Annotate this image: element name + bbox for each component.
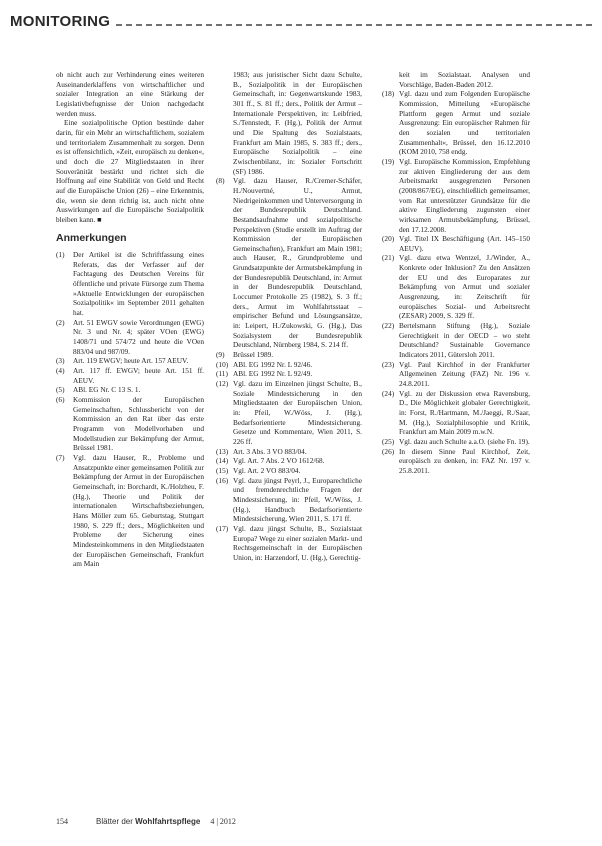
note-text: Vgl. dazu Hauser, R./Cremer-Schäfer, H./Nouvertné, U., Armut, Niedrigeinkommen und Unterversorgung in der Bundesrepublik Deutschland. Bestandsaufnahme und sozialpolitische Perspektiven (Studie erstellt im Auftrag der Kommission der Europäischen Gemeinschaften), Frankfurt am Main 1981; auch Hauser, R., Grundprobleme und Grundsatzpunkte der Armutsbekämpfung in der Bundesrepublik Deutschland, in: Armut in der Bundesrepublik Deutschland, Loccumer Protokolle 25 (1982), S. 3 ff.; ders., Armut im Wohlfahrtsstaat – empirischer Befund und Lösungsansätze, in: Leipert, H./Zukowski, G. (Hg.), Das Sozialsystem der Bundesrepublik Deutschland, Nürnberg 1984, S. 214 ff. <box>233 176 362 350</box>
note-item <box>382 253 530 321</box>
note-text: Bertelsmann Stiftung (Hg.), Soziale Gerechtigkeit in der OECD – wo steht Deutschland? Sustainable Governance Indicators 2011, Gütersloh 2011. <box>399 321 530 360</box>
page-footer <box>56 817 546 826</box>
note-item <box>216 379 362 447</box>
note-item <box>382 447 530 476</box>
note-number: (3) <box>56 356 65 366</box>
note-number: (19) <box>382 156 395 166</box>
note-text: ABl. EG 1992 Nr. L 92/49. <box>233 369 313 379</box>
note-continuation <box>382 70 530 89</box>
note-number: (6) <box>56 395 65 404</box>
note-text: Kommission der Europäischen Gemeinschaften, Schlussbericht von der Kommission an den Rat über das erste Programm von Modellvorhaben und Modellstudien zur Bekämpfung der Armut, Brüssel 1981. <box>73 395 204 453</box>
note-item <box>56 395 204 453</box>
issue-number: 4 | 2012 <box>210 817 236 826</box>
note-number: (14) <box>216 456 229 466</box>
body-paragraph-2 <box>56 118 204 224</box>
note-number: (8) <box>216 176 225 186</box>
note-text: Vgl. dazu auch Schulte a.a.O. (siehe Fn. 19). <box>399 436 530 446</box>
note-text: keit im Sozialstaat. Analysen und Vorschläge, Baden-Baden 2012. <box>399 70 530 89</box>
note-text: Art. 117 ff. EWGV; heute Art. 151 ff. AEUV. <box>73 366 204 385</box>
note-text: Vgl. Titel IX Beschäftigung (Art. 145–150 AEUV). <box>399 234 530 253</box>
note-item <box>216 369 362 379</box>
note-text: Art. 119 EWGV; heute Art. 157 AEUV. <box>73 356 189 366</box>
notes-heading: Anmerkungen <box>56 231 127 244</box>
notes-list-col1 <box>56 250 204 569</box>
note-text: In diesem Sinne Paul Kirchhof, Zeit, europäisch zu denken, in: FAZ Nr. 197 v. 25.8.2011. <box>399 446 530 475</box>
note-number: (24) <box>382 388 395 398</box>
note-number: (21) <box>382 253 395 263</box>
note-item <box>56 453 204 569</box>
note-item <box>216 360 362 370</box>
journal-name-prefix: Blätter der <box>96 817 136 826</box>
note-text: Vgl. dazu und zum Folgenden Europäische Kommission, Mitteilung »Europäische Plattform gegen Armut und soziale Ausgrenzung: Ein europäischer Rahmen für den sozialen und territorialen Zusammenhalt«, Brüssel, den 16.12.2010 (KOM 2010, 758 endg. <box>399 89 530 157</box>
note-item <box>382 437 530 447</box>
note-number: (2) <box>56 317 65 327</box>
body-paragraph-1: ob nicht auch zur Verhinderung eines weiteren Auseinanderklaffens von wirtschaftlicher und sozialer Integration an eine Stärkung der Legislativbefugnisse der Union nachgedacht werden muss. <box>56 70 204 118</box>
note-number: (25) <box>382 436 395 446</box>
note-text: ABl. EG 1992 Nr. L 92/46. <box>233 359 313 369</box>
note-continuation <box>216 70 362 176</box>
note-number: (11) <box>216 369 228 379</box>
note-text: Brüssel 1989. <box>233 350 274 360</box>
notes-list-col2 <box>216 176 362 562</box>
note-text: Vgl. Paul Kirchhof in der Frankfurter Allgemeinen Zeitung (FAZ) Nr. 196 v. 24.8.2011. <box>399 359 530 388</box>
note-number: (23) <box>382 359 395 369</box>
note-item <box>216 176 362 350</box>
note-item <box>382 360 530 389</box>
note-number: (10) <box>216 359 229 369</box>
note-text: Art. 3 Abs. 3 VO 883/04. <box>233 446 307 456</box>
note-item <box>216 476 362 524</box>
note-text: Vgl. dazu im Einzelnen jüngst Schulte, B., Soziale Mindestsicherung in den Mitgliedstaaten der Europäischen Union, in: Pfeil, W./Wöss, J. (Hg.), Bedarfsorientierte Mindestsicherung. Gesetze und Kommentare, Wien 2011, S. 226 ff. <box>233 379 362 446</box>
note-number: (4) <box>56 366 65 376</box>
note-item <box>216 466 362 476</box>
note-number: (22) <box>382 321 395 331</box>
section-rule <box>116 24 592 26</box>
note-number: (12) <box>216 379 229 388</box>
note-text: Vgl. dazu Hauser, R., Probleme und Ansatzpunkte einer gemeinsamen Politik zur Bekämpfung der Armut in der Europäischen Gemeinschaft, in: Borchardt, K./Holzheu, F. (Hg.), Theorie und Politik der internationalen Wirtschaftsbeziehungen, Hans Möller zum 65. Geburtstag, Stuttgart 1980, S. 229 ff.; ders., Möglichkeiten und Probleme der Sicherung eines Mindesteinkommens in den Mitgliedstaaten der Europäischen Gemeinschaft, Frankfurt am Main <box>73 452 204 569</box>
journal-name <box>96 817 200 826</box>
note-item <box>216 524 362 563</box>
note-item <box>56 250 204 318</box>
note-item <box>382 157 530 234</box>
note-item <box>56 356 204 366</box>
note-number: (18) <box>382 89 395 99</box>
page-number: 154 <box>56 817 68 826</box>
note-text: Der Artikel ist die Schriftfassung eines Referats, das der Verfasser auf der Fachtagung des Deutschen Vereins für öffentliche und private Fürsorge zum Thema »Aktuelle Entwicklungen der europäischen Sozialpolitik« im September 2011 gehalten hat. <box>73 250 204 318</box>
note-text: Vgl. Art. 2 VO 883/04. <box>233 465 301 475</box>
journal-name-bold: Wohlfahrtspflege <box>135 817 201 826</box>
column-2 <box>216 70 362 562</box>
note-number: (7) <box>56 452 65 462</box>
column-3 <box>382 70 530 476</box>
note-number: (15) <box>216 465 229 475</box>
note-text: Vgl. dazu etwa Wentzel, J./Winder, A., Konkrete oder Inklusion? Zu den Ansätzen der EU und des Europarates zur Bekämpfung von Armut und sozialer Ausgrenzung, in: Zeitschrift für europäisches Sozial- und Arbeitsrecht (ZESAR) 2009, S. 329 ff. <box>399 253 530 321</box>
note-text: Art. 51 EWGV sowie Verordnungen (EWG) Nr. 3 und Nr. 4; später VOen (EWG) 1408/71 und 574/72 und heute die VOen 883/04 und 987/09. <box>73 317 204 356</box>
note-number: (9) <box>216 350 225 360</box>
note-item <box>56 366 204 385</box>
note-item <box>56 318 204 357</box>
note-item <box>216 350 362 360</box>
note-number: (16) <box>216 475 229 485</box>
note-text: Vgl. dazu jüngst Schulte, B., Sozialstaat Europa? Wege zu einer sozialen Markt- und Rechtsgemeinschaft in der Europäischen Union, in: Harzendorf, U. (Hg.), Gerechtig- <box>233 523 362 562</box>
note-number: (5) <box>56 385 65 395</box>
note-item <box>216 447 362 457</box>
note-number: (26) <box>382 446 395 456</box>
note-text: ABl. EG Nr. C 13 S. 1. <box>73 385 141 395</box>
note-item <box>382 321 530 360</box>
note-item <box>382 234 530 253</box>
section-title: MONITORING <box>10 12 111 30</box>
note-item <box>382 389 530 437</box>
note-number: (17) <box>216 523 229 533</box>
end-mark: ■ <box>97 214 102 224</box>
note-item <box>56 385 204 395</box>
note-text: Vgl. Art. 7 Abs. 2 VO 1612/68. <box>233 456 325 466</box>
column-1 <box>56 70 204 569</box>
note-text: Vgl. dazu jüngst Peyrl, J., Europarechtliche und fremdenrechtliche Fragen der Mindestsicherung, in: Pfeil, W./Wöss, J. (Hg.), Handbuch Bedarfsorientierte Mindestsicherung, Wien 2011, S. 171 ff. <box>233 475 362 524</box>
note-number: (20) <box>382 234 395 244</box>
note-item <box>216 456 362 466</box>
note-text: Vgl. zu der Diskussion etwa Ravensburg, D., Die Möglichkeit globaler Gerechtigkeit, in: Forst, R./Hartmann, M./Jaeggi, R./Saar, M. (Hg.), Sozialphilosophie und Kritik, Frankfurt am Main 2009 m.w.N. <box>399 388 530 437</box>
note-item <box>382 89 530 157</box>
section-header <box>10 6 592 36</box>
body-paragraph-2-text: Eine sozialpolitische Option bestünde daher darin, für ein Mehr an wirtschaftlichem, sozialem und territorialem Zusammenhalt zu sorgen. Denn es ist offensichtlich, »Zeit, europäisch zu denken«, und doch die 27 Mitgliedstaaten in ihrer Souveränität bestärkt und richtet sich die Hoffnung auf eine Stabilität von Geld und Recht auf die Europäische Union (26) – eine Erkenntnis, die, wenn sie denn richtig ist, auch nicht ohne Auswirkungen auf die Europäische Sozialpolitik bleiben kann. <box>56 118 204 224</box>
notes-list-col3 <box>382 89 530 475</box>
note-number: (13) <box>216 446 229 456</box>
note-number: (1) <box>56 250 65 260</box>
note-text: Vgl. Europäische Kommission, Empfehlung zur aktiven Eingliederung der aus dem Arbeitsmarkt ausgegrenzten Personen (2008/867/EG), einschließlich gemeinsamer, vom Rat unterstützter Grundsätze für die aktive Eingliederung zugunsten einer wirksamen Armutsbekämpfung, Brüssel, den 17.12.2008. <box>399 156 530 234</box>
note-text: 1983; aus juristischer Sicht dazu Schulte, B., Sozialpolitik in der Europäischen Gemeinschaft, in: Gegenwartskunde 1983, 301 ff., S. 81 ff.; ders., Politik der Armut – Internationale Perspektiven, in: Leibfried, S./Tennstedt, F. (Hg.), Politik der Armut und Die Spaltung des Sozialstaats, Frankfurt am Main 1985, S. 383 ff.; ders., Europäische Sozialpolitik – eine Zwischenbilanz, in: Sozialer Fortschritt (SF) 1986. <box>233 70 362 176</box>
